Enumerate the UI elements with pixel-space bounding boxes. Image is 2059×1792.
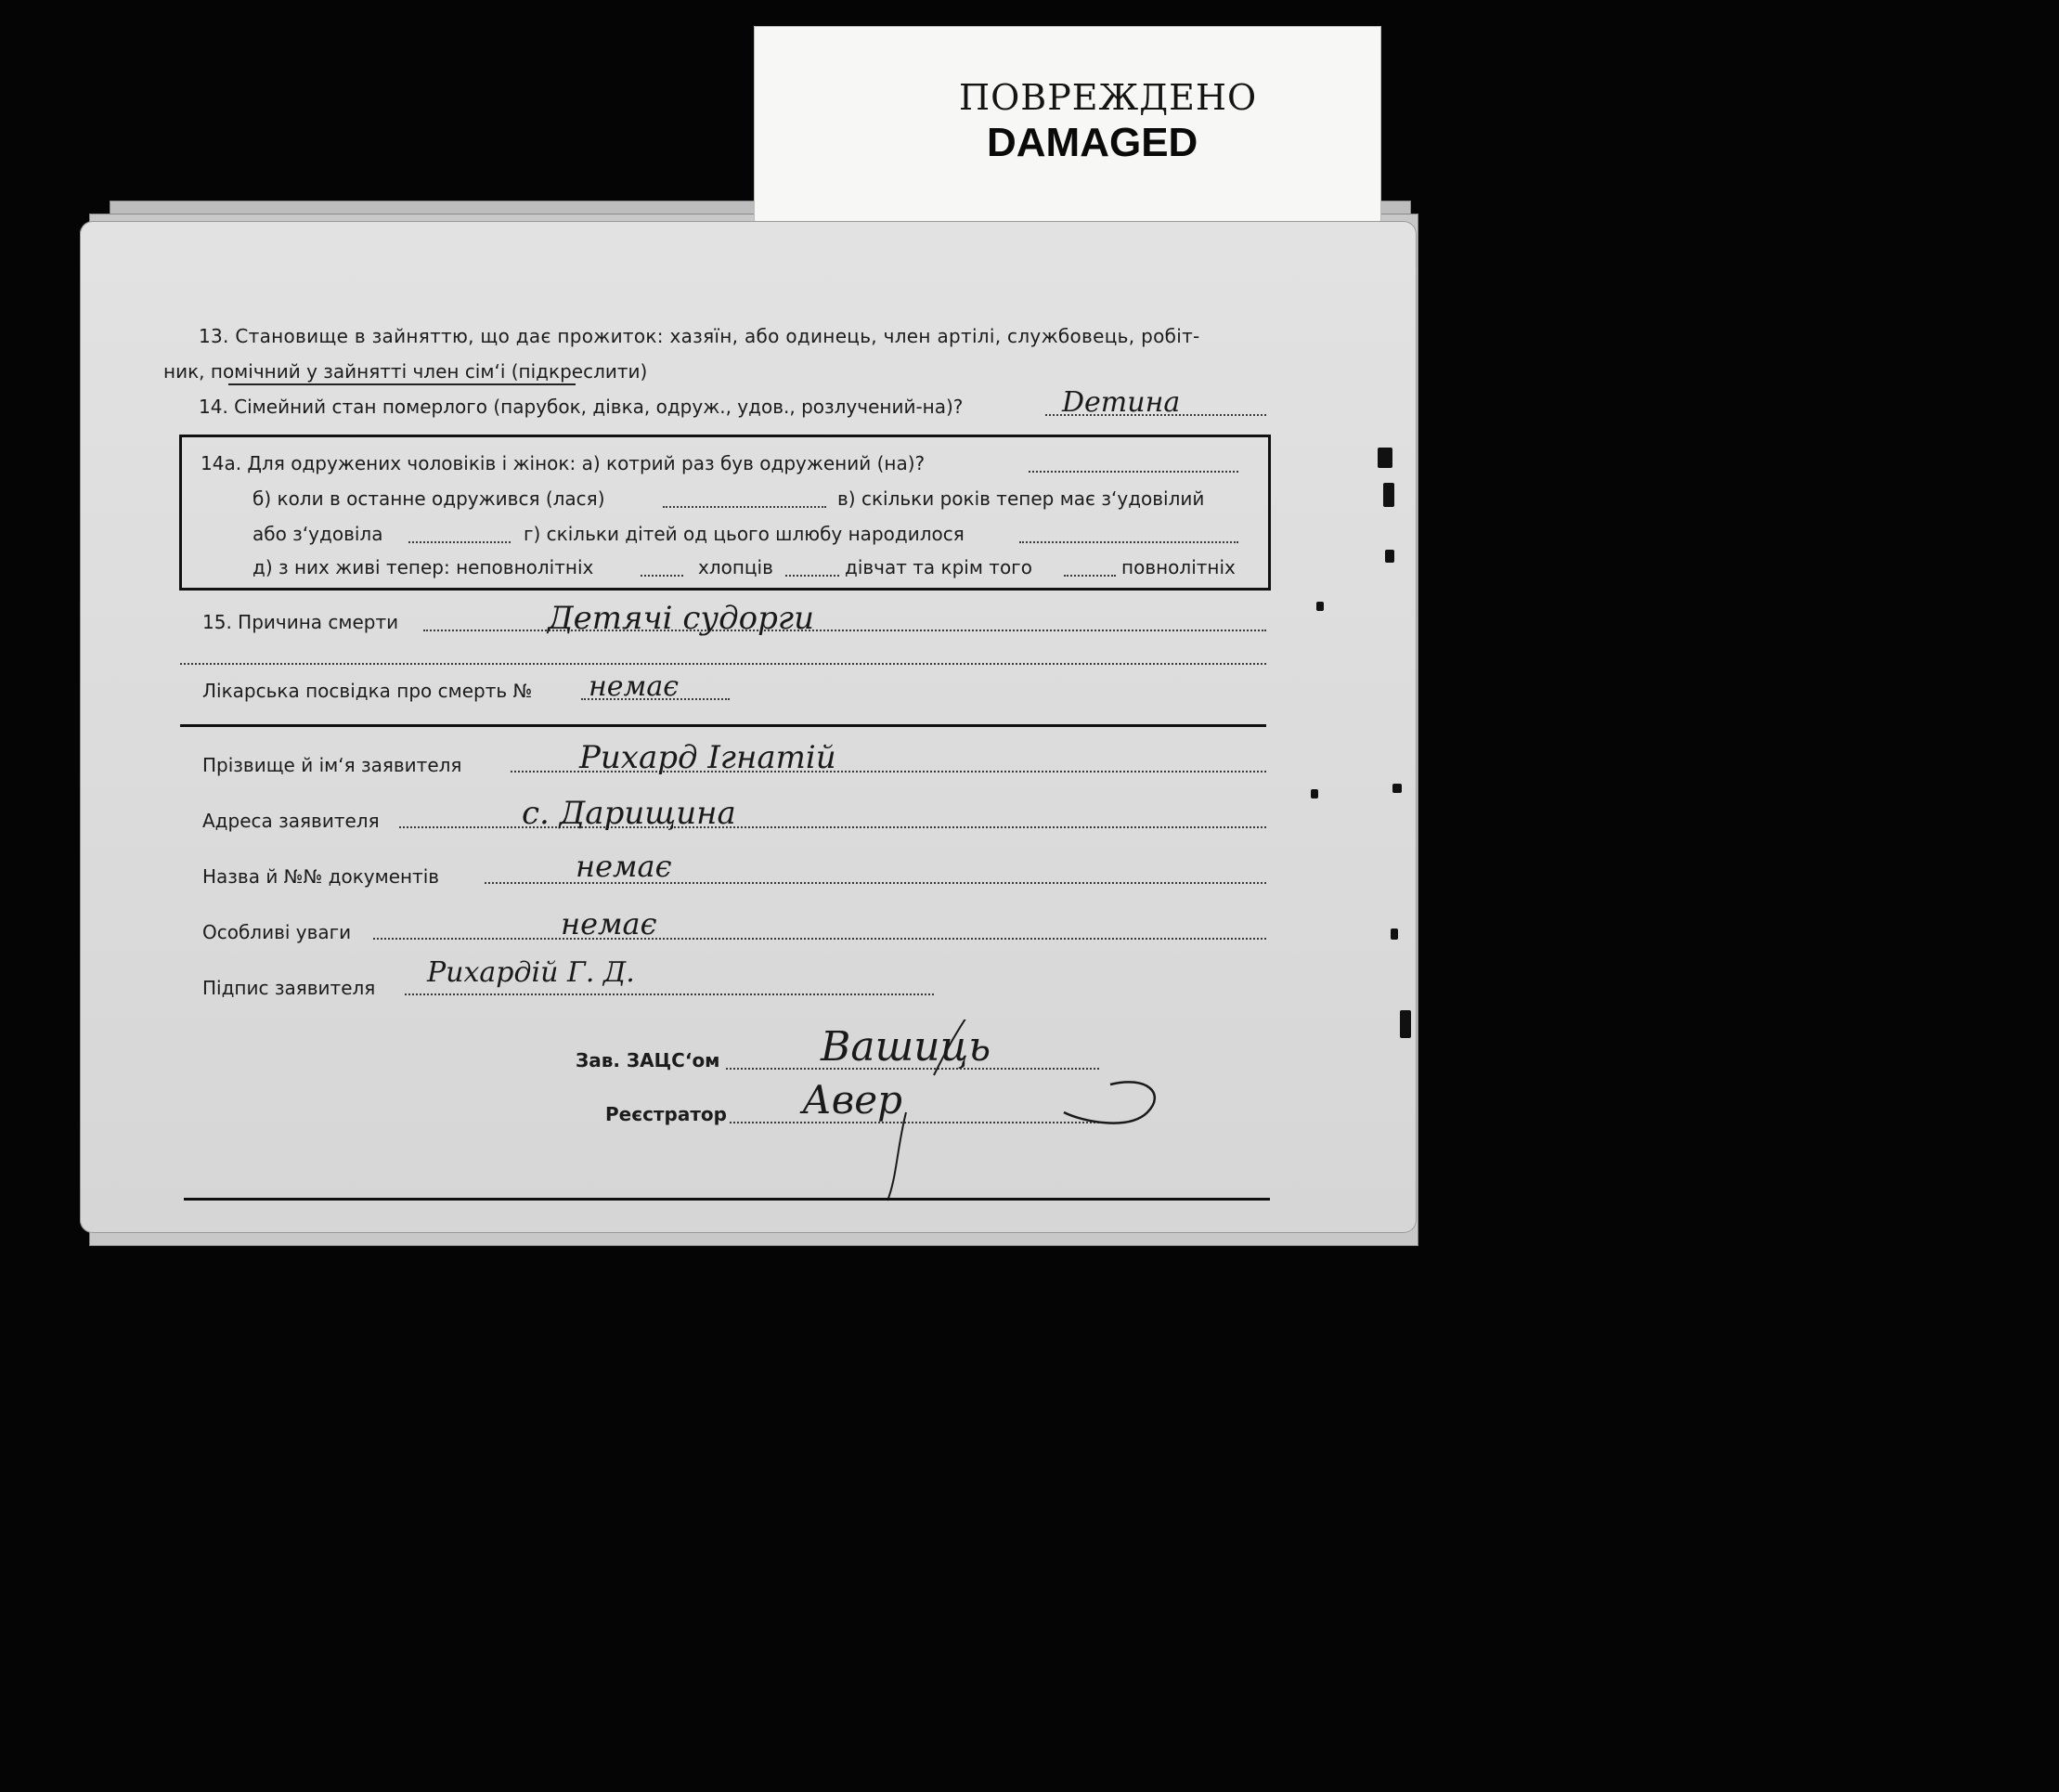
q14a-line4-b: хлопців [698,556,773,578]
q13-underline [228,383,576,385]
q13-line1: 13. Становище в зайняттю, що дає прожиток: хазяїн, або одинець, член артілі, службовець, робіт- [199,325,1200,347]
head-label: Зав. ЗАЦС‘ом [576,1049,720,1071]
med-cert-label: Лікарська посвідка про смерть № [202,680,533,702]
q14a-line4-c: дівчат та крім того [845,556,1032,578]
signature-label: Підпис заявителя [202,977,376,999]
q14a-line4-blank-b [785,575,839,577]
damage-speck [1391,928,1398,940]
med-cert-handwritten-answer: немає [589,670,680,703]
q14a-line3-blank-b [1019,541,1238,543]
applicant-name-handwritten: Рихард Ігнатій [579,739,836,776]
bottom-rule [184,1198,1270,1201]
q13-line2: ник, помічний у зайнятті член сім‘і (підкреслити) [163,360,648,383]
q15-answer-line-2 [180,663,1266,665]
q14a-line3-blank-a [408,541,511,543]
head-signature: Вашиць [821,1023,991,1071]
notes-line [373,938,1266,940]
q14a-line3-a: або з‘удовіла [253,523,383,545]
section-divider [180,724,1266,727]
q15-handwritten-answer: Детячi судорги [548,600,814,637]
documents-label: Назва й №№ документів [202,865,440,888]
q14a-line4-blank-c [1064,575,1116,577]
q14a-line3-b: г) скільки дітей од цього шлюбу народилося [524,523,965,545]
q14a-line1: 14а. Для одружених чоловіків і жінок: а) котрий раз був одружений (на)? [201,452,926,474]
applicant-signature: Рихардій Г. Д. [427,956,635,989]
signature-line [405,993,934,995]
damage-speck [1400,1010,1411,1038]
damage-speck [1392,784,1402,793]
q14a-line2-blank [663,506,826,508]
damage-speck [1378,448,1392,468]
damaged-label-english: DAMAGED [987,120,1198,165]
damage-speck [1383,483,1394,507]
notes-label: Особливі уваги [202,921,352,943]
damaged-label-ukrainian: ПОВРЕЖДЕНО [959,77,1258,118]
damage-speck [1316,602,1324,611]
q14a-line4-a: д) з них живі тепер: неповнолітніх [253,556,594,578]
damage-speck [1311,789,1318,799]
damage-speck [1385,550,1394,563]
form-card [80,221,1417,1233]
q14a-line2-b: в) скільки років тепер має з‘удовілий [837,487,1205,510]
registrar-label: Реєстратор [605,1103,727,1125]
applicant-name-label: Прізвище й ім‘я заявителя [202,754,462,776]
documents-handwritten: немає [576,849,672,884]
applicant-address-label: Адреса заявителя [202,810,380,832]
applicant-address-handwritten: с. Дарищина [522,795,736,832]
q14a-line4-d: повнолітніх [1121,556,1236,578]
notes-handwritten: немає [561,906,657,941]
registrar-signature-flourish [785,1019,1175,1205]
q14a-line1-blank [1029,471,1238,473]
damaged-label [754,26,1381,234]
q14a-line4-blank-a [641,575,683,577]
q14a-line2-a: б) коли в останне одружився (лася) [253,487,605,510]
q14-label: 14. Сімейний стан померлого (парубок, дівка, одруж., удов., розлучений-на)? [199,396,964,418]
q14a-box [179,435,1271,591]
q15-label: 15. Причина смерти [202,611,399,633]
q14-handwritten-answer: Deтинa [1062,386,1181,419]
registrar-signature: Авер [802,1077,902,1123]
